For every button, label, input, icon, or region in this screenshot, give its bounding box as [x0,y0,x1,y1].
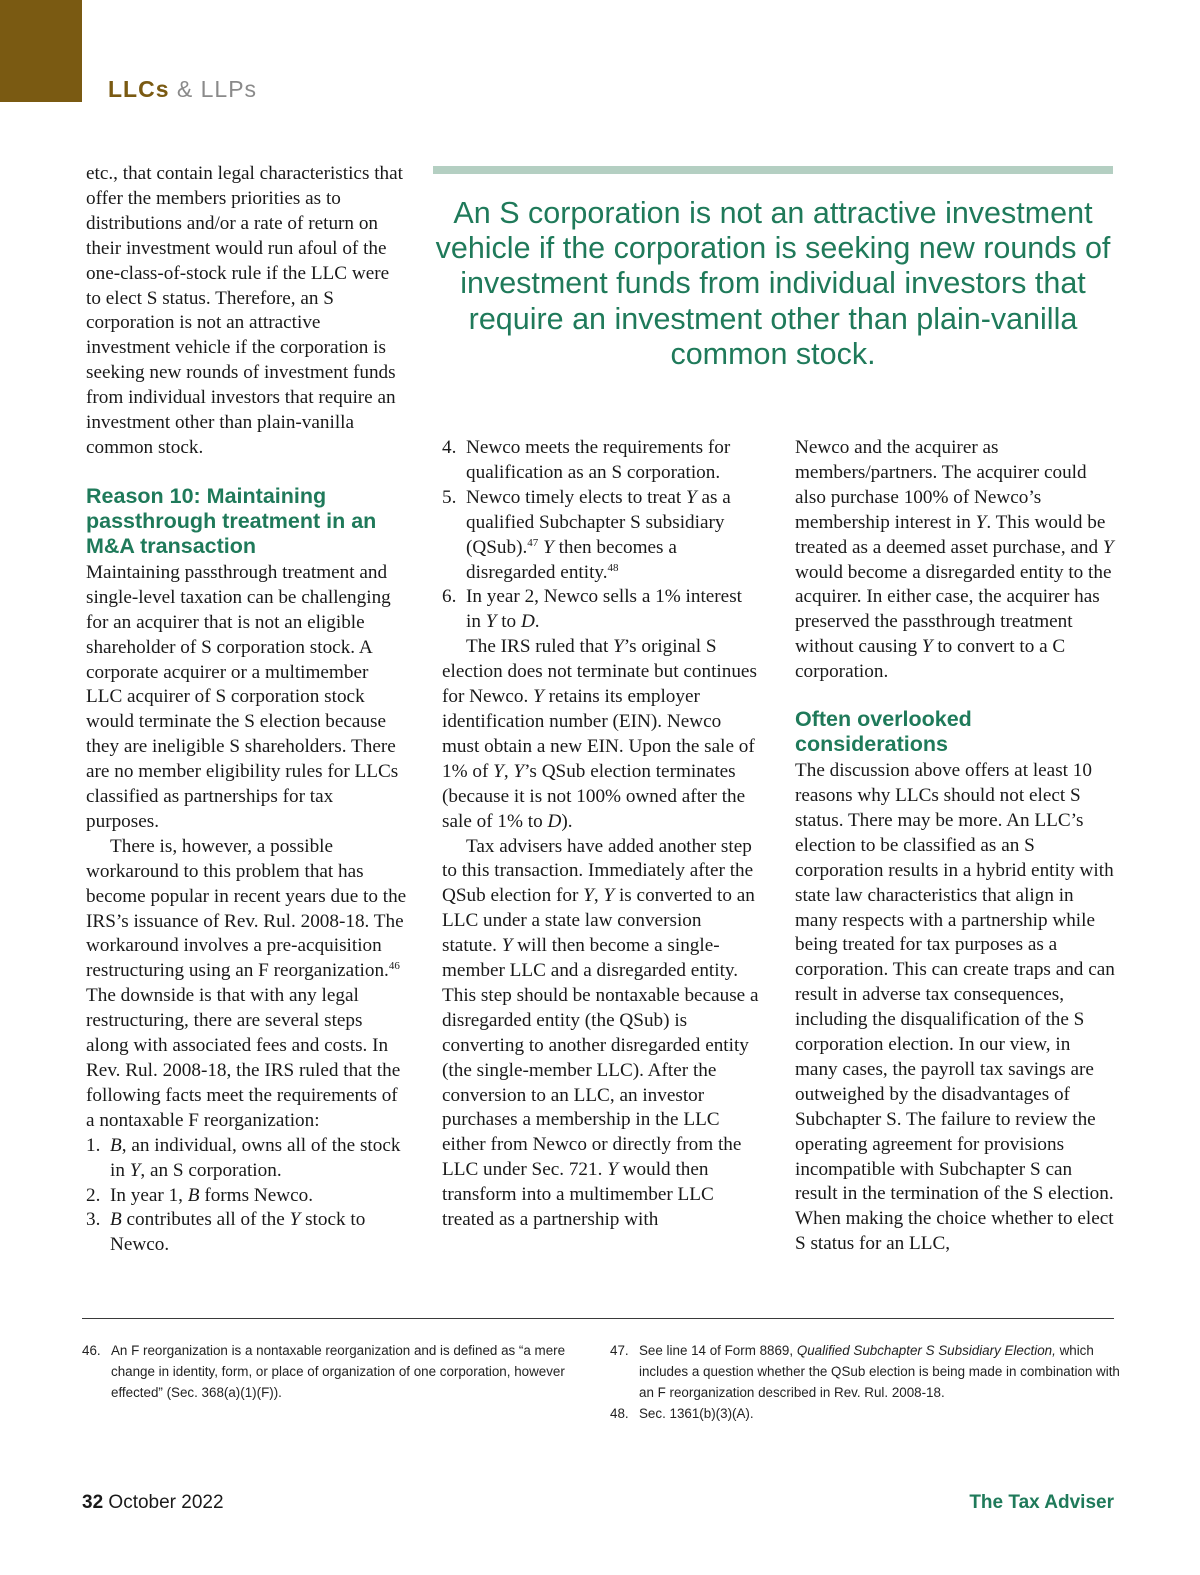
footnote-47 [610,1340,1120,1403]
variable: Y [603,885,615,907]
list-text: Newco timely elects to treat [466,486,687,508]
text-run: ). [561,810,573,832]
variable: B [187,1184,200,1206]
footnote-divider [82,1318,1114,1319]
footnote-ref-47[interactable]: 47 [527,536,539,549]
page-number: 32 [82,1492,104,1513]
text-run: , [503,760,514,782]
middle-column [442,436,760,1233]
footnote-46 [82,1340,582,1403]
list-item-1 [86,1134,408,1184]
section-label-light: & LLPs [176,76,258,102]
text-run: to convert to a C corporation. [795,636,1066,683]
form-title: Qualified Subchapter S Subsidiary Election, [796,1343,1056,1358]
list-text: contributes all of the [121,1209,290,1231]
footnote-text: Sec. 1361(b)(3)(A). [639,1406,754,1421]
text-run: would become a disregarded entity to the acquirer. In either case, the acquirer has preserved the passthrough treatment without causing [795,561,1112,658]
list-number: 2. [86,1184,101,1206]
right-column [795,436,1117,1257]
section-label [108,76,257,103]
footnote-text: which includes a question whether the QSub election is being made in combination with an F reorganization described in Rev. Rul. 2008-18. [639,1343,1120,1400]
section-label-strong: LLCs [108,76,170,102]
footnotes-left [82,1340,582,1403]
variable: Y [493,760,504,782]
tax-advisers-paragraph [442,835,760,1234]
footnote-ref-48[interactable]: 48 [607,561,619,574]
footnote-text: An F reorganization is a nontaxable reorganization and is defined as “a mere change in identity, form, or place of organization of one corporation, however effected” (Sec. 368(a)(1)(F)). [111,1343,566,1400]
text-run: is converted to an LLC under a state law conversion statute. [442,885,755,957]
text-run: The IRS ruled that [466,636,614,658]
footnote-text: See line 14 of Form 8869, [639,1343,797,1358]
list-item-4 [442,436,760,486]
footnote-number: 48. [610,1406,629,1421]
continued-paragraph [795,436,1117,685]
text-run: ’s original S election does not terminate but continues for Newco. [442,636,757,708]
variable: Y [975,511,987,533]
pullquote-rule [433,166,1113,174]
footnote-48 [610,1403,1120,1424]
list-number: 1. [86,1134,101,1156]
reason-10-heading: Reason 10: Maintaining passthrough treatment in an M&A transaction [86,483,377,558]
variable: D [547,810,562,832]
list-text: . [534,611,540,633]
workaround-paragraph [86,835,408,1134]
text-run: would then transform into a multimember LLC treated as a partnership with [442,1159,714,1231]
footnotes-right [610,1340,1120,1424]
left-column [86,162,408,1258]
list-number: 3. [86,1209,101,1231]
list-text: to [496,611,521,633]
list-text: , an S corporation. [140,1159,282,1181]
variable: Y [485,611,497,633]
variable: Y [583,885,594,907]
overlooked-paragraph: The discussion above offers at least 10 reasons why LLCs should not elect S status. There may be more. An LLC’s election to be classified as an S corporation results in a hybrid entity with state law characteristics that align in many respects with a partnership while being treated for tax purposes as a corporation. This can create traps and can result in adverse tax consequences, including the disqualification of the S corporation election. In our view, in many cases, the payroll tax savings are outweighed by the disadvantages of Subchapter S. The failure to review the operating agreement for provisions incompatible with Subchapter S can result in the termination of the S election. When making the choice whether to elect S status for an LLC, [795,760,1115,1255]
list-text: , an individual, owns all of the stock in [110,1134,401,1181]
variable: Y [607,1159,618,1181]
list-text: stock to Newco. [110,1209,366,1256]
variable: Y [533,686,544,708]
list-text: In year 2, Newco sells a 1% interest in [466,586,742,633]
text-run: . This would be treated as a deemed asset purchase, and [795,511,1106,558]
variable: D [520,611,535,633]
list-item-5 [442,486,760,586]
footnote-number: 47. [610,1343,629,1358]
overlooked-heading: Often overlooked considerations [795,707,972,757]
variable: B [110,1134,122,1156]
list-item-6 [442,585,760,635]
irs-ruled-paragraph [442,635,760,834]
variable: Y [613,636,624,658]
journal-name: The Tax Adviser [969,1492,1114,1513]
variable: Y [1102,536,1114,558]
list-item-3 [86,1208,408,1258]
pullquote: An S corporation is not an attractive investment vehicle if the corporation is seeking new rounds of investment funds from individual investors that require an investment other than plain-vanilla common stock. [435,196,1111,371]
text-run: ’s QSub election terminates (because it is not 100% owned after the sale of 1% to [442,760,746,832]
variable: Y [513,760,525,782]
page-folio [82,1492,224,1514]
variable: Y [543,536,554,558]
list-item-2 [86,1184,408,1209]
variable: Y [129,1159,141,1181]
list-text: as a qualified Subchapter S subsidiary (QSub). [466,486,731,558]
text-run: retains its employer identification number (EIN). Newco must obtain a new EIN. Upon the sale of 1% of [442,686,755,782]
footnote-ref-46[interactable]: 46 [388,960,400,973]
list-text: then becomes a disregarded entity. [466,536,677,583]
list-text: Newco meets the requirements for qualification as an S corporation. [466,437,731,483]
corner-color-block [0,0,82,102]
variable: Y [686,486,697,508]
list-number: 4. [442,437,457,458]
list-text: In year 1, [110,1184,188,1206]
list-text: forms Newco. [199,1184,314,1206]
reason-10-paragraph: Maintaining passthrough treatment and single-level taxation can be challenging for an acquirer that is not an eligible shareholder of S corporation stock. A corporate acquirer or a multimember LLC acquirer of S corporation stock would terminate the S election because they are ineligible S shareholders. There are no member eligibility rules for LLCs classified as partnerships for tax purposes. [86,561,399,832]
text-run: Newco and the acquirer as members/partners. The acquirer could also purchase 100% of Newco’s membership interest in [795,437,1087,533]
footnote-number: 46. [82,1343,101,1358]
issue-date: October 2022 [108,1492,224,1513]
text-run: , [593,885,604,907]
intro-paragraph: etc., that contain legal characteristics that offer the members priorities as to distributions and/or a rate of return on their investment would run afoul of the one-class-of-stock rule if the LLC were to elect S status. Therefore, an S corporation is not an attractive investment vehicle if the corporation is seeking new rounds of investment funds from individual investors that require an investment other than plain-vanilla common stock. [86,163,403,458]
variable: Y [501,935,513,957]
list-number: 5. [442,486,457,508]
workaround-text-a: There is, however, a possible workaround to this problem that has become popular in recent years due to the IRS’s issuance of Rev. Rul. 2008-18. The workaround involves a pre-acquisition restructuring using an F reorganization. [86,835,407,982]
text-run: will then become a single-member LLC and a disregarded entity. This step should be nontaxable because a disregarded entity (the QSub) is converting to another disregarded entity (the single-member LLC). After the conversion to an LLC, an investor purchases a membership in the LLC either from Newco or directly from the LLC under Sec. 721. [442,935,759,1181]
variable: B [110,1209,122,1231]
workaround-text-b: The downside is that with any legal restructuring, there are several steps along with associated fees and costs. In Rev. Rul. 2008-18, the IRS ruled that the following facts meet the requirements of a nontaxable F reorganization: [86,985,401,1131]
text-run: Tax advisers have added another step to this transaction. Immediately after the QSub election for [442,835,754,907]
variable: Y [289,1209,301,1231]
variable: Y [921,636,933,658]
list-number: 6. [442,586,457,608]
